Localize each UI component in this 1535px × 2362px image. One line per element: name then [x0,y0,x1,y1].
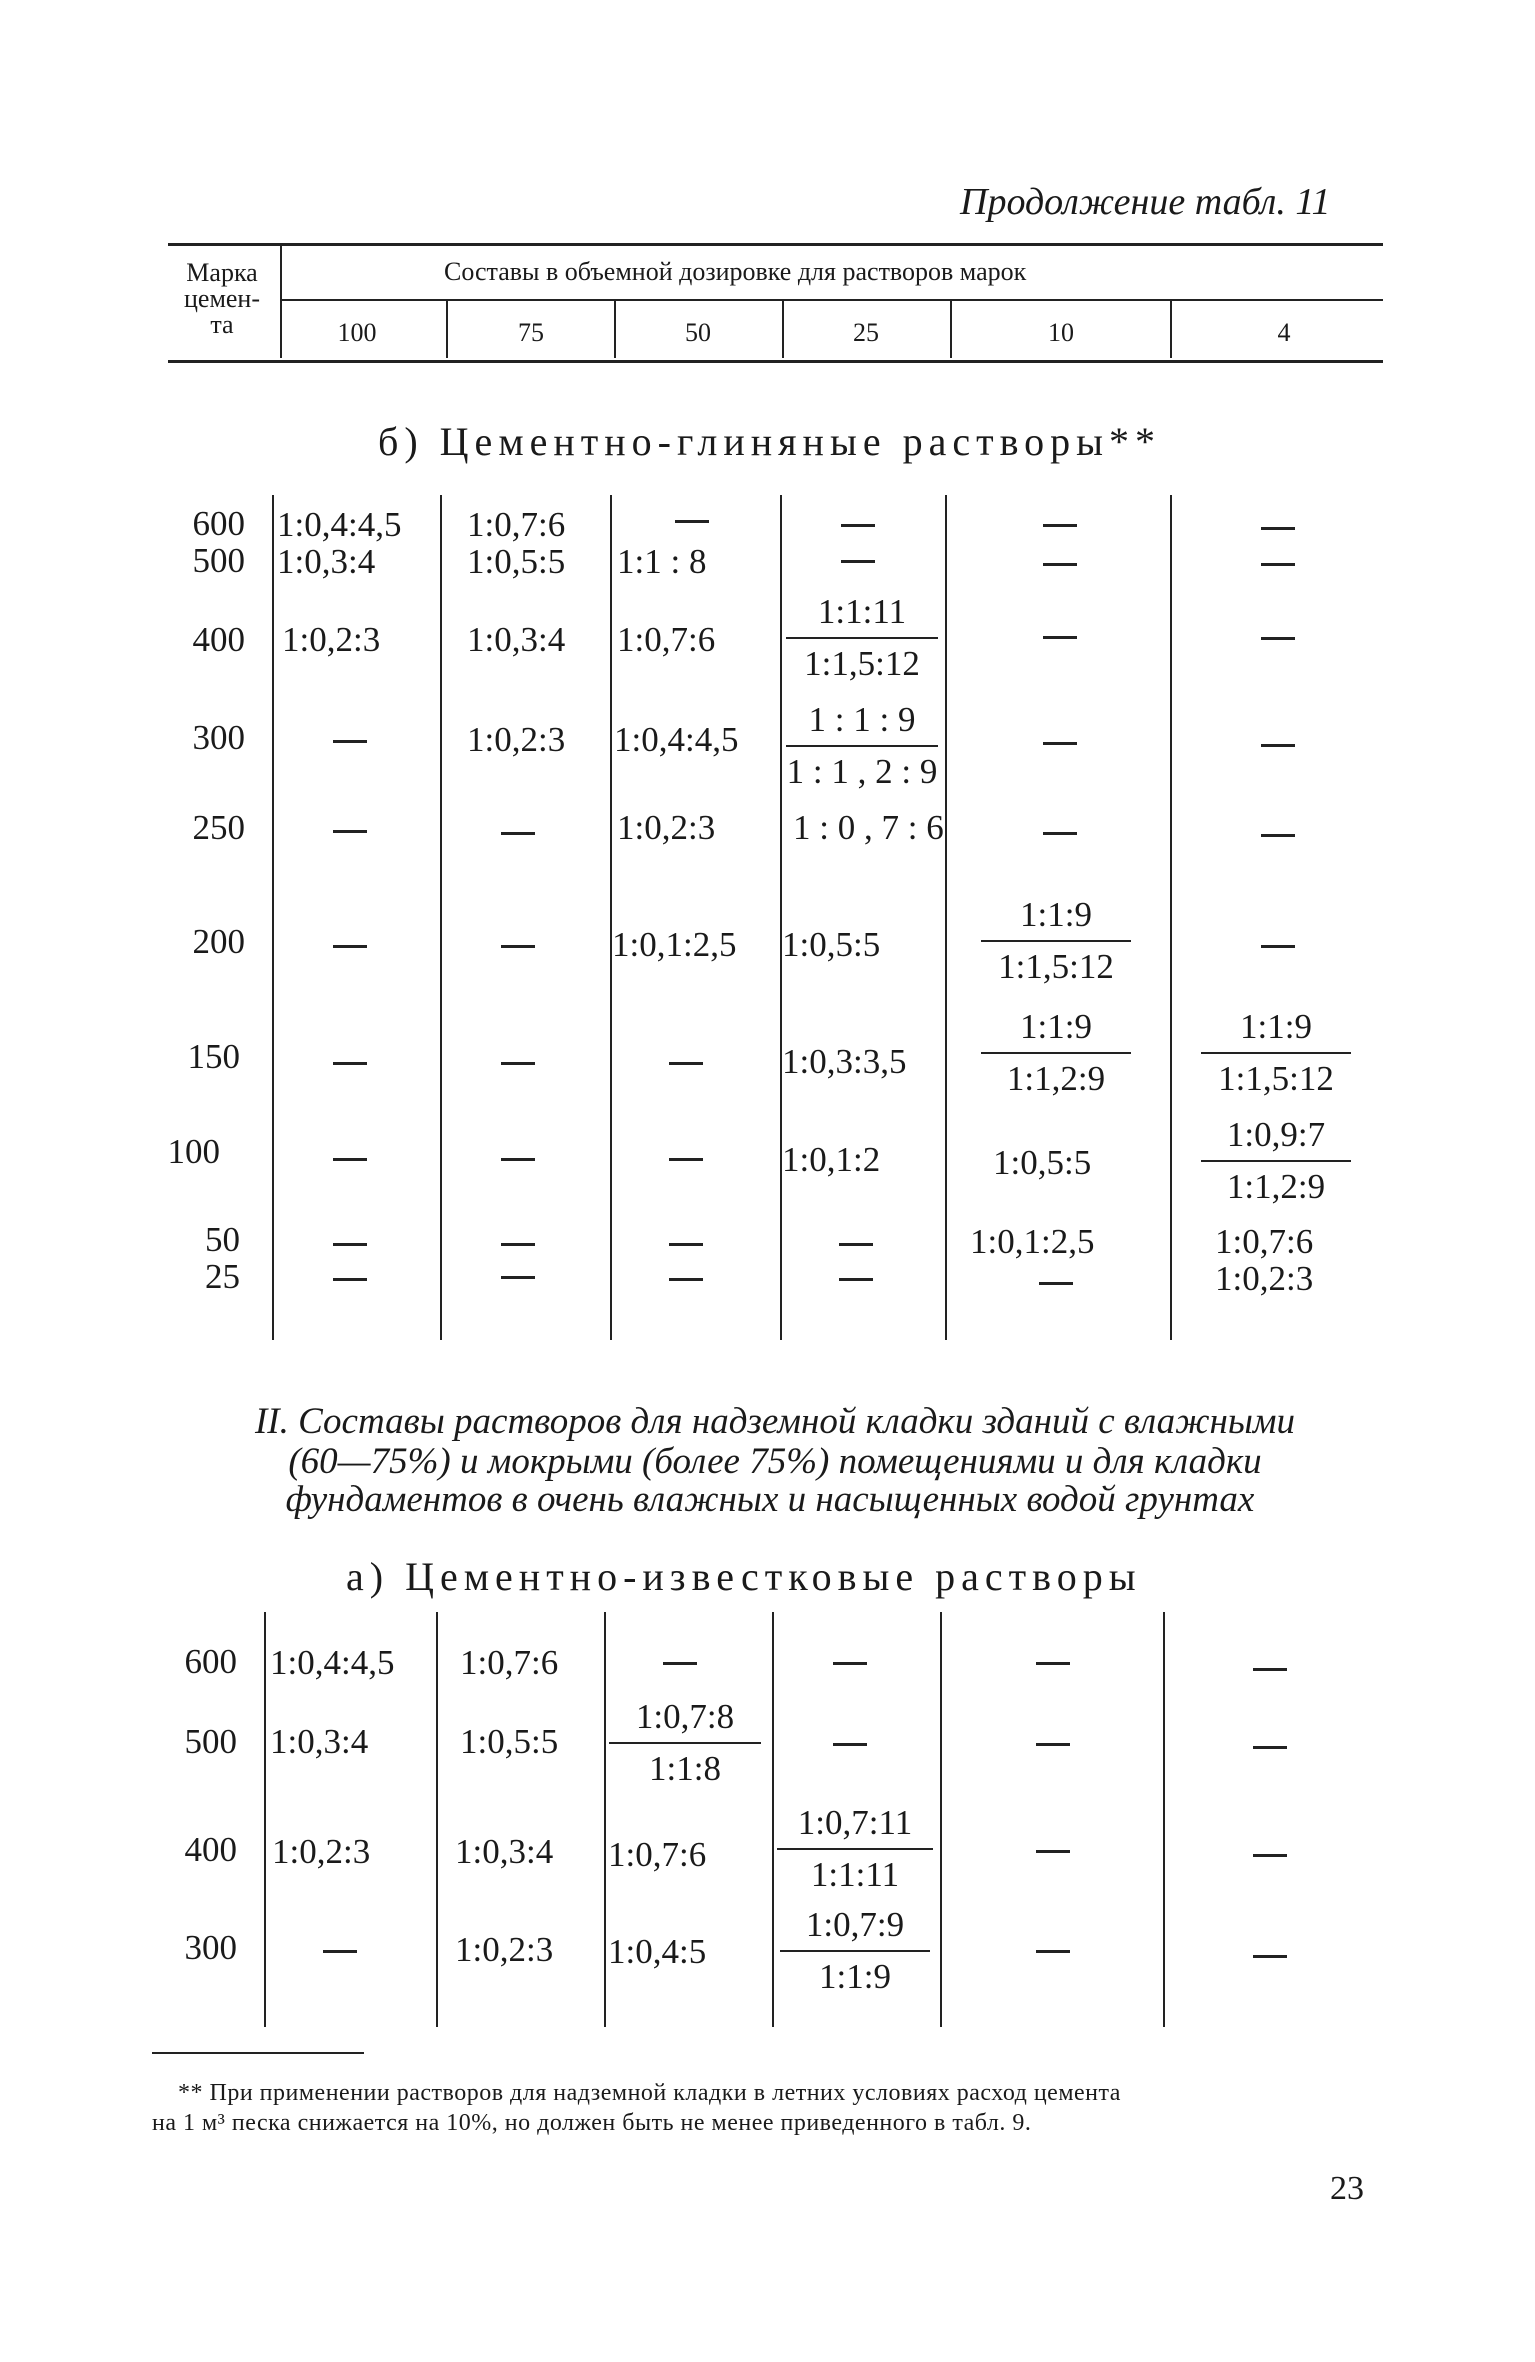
dash-mark [333,1243,367,1246]
fraction-bar [1201,1052,1351,1054]
header-grade-divider [280,245,282,358]
row-grade: 50 [205,1220,240,1259]
compositions-span-header: Составы в объемной дозировке для растворов марок [444,257,1027,286]
fraction-bar [786,637,938,639]
fraction-bar [777,1848,933,1850]
dash-mark [675,520,709,523]
dash-mark [1043,832,1077,835]
row-grade: 150 [187,1037,240,1076]
dash-mark [1253,1746,1287,1749]
section-b-divider [440,495,442,1340]
fraction-cell: 1:1:9 1:1,5:12 [981,895,1131,987]
fraction-bar [786,745,938,747]
col-header-75: 75 [518,318,544,347]
dash-mark [501,1276,535,1279]
col-divider [1170,301,1172,358]
row-grade: 300 [184,1928,237,1967]
col-divider [446,301,448,358]
row-grade: 200 [192,922,245,961]
fraction-bar [981,1052,1131,1054]
dash-mark [333,1278,367,1281]
dash-mark [839,1243,873,1246]
page-number: 23 [1330,2170,1364,2207]
table-cell: 1:0,5:5 [460,1722,559,1761]
fraction-bar [609,1742,761,1744]
dash-mark [1261,563,1295,566]
dash-mark [1261,637,1295,640]
dash-mark [833,1662,867,1665]
dash-mark [669,1062,703,1065]
dash-mark [841,524,875,527]
dash-mark [1261,834,1295,837]
table-cell: 1:0,1:2,5 [970,1222,1095,1261]
dash-mark [333,1158,367,1161]
dash-mark [323,1950,357,1953]
row-grade: 400 [184,1830,237,1869]
dash-mark [1043,742,1077,745]
table-continuation-label: Продолжение табл. 11 [960,181,1331,223]
section-ii-divider [772,1612,774,2027]
col-header-25: 25 [853,318,879,347]
section-ii-divider [940,1612,942,2027]
section-a-title: а) Цементно-известковые растворы [346,1554,1142,1599]
dash-mark [1036,1743,1070,1746]
table-cell: 1:0,4:4,5 [277,505,402,544]
footnote-rule [152,2052,364,2054]
dash-mark [669,1158,703,1161]
col-header-100: 100 [337,318,377,347]
dash-mark [669,1278,703,1281]
section-ii-divider [436,1612,438,2027]
table-cell: 1:0,2:3 [467,720,566,759]
table-cell: 1:0,7:6 [467,505,566,544]
fraction-bar [780,1950,930,1952]
row-grade: 300 [192,718,245,757]
col-header-10: 10 [1048,318,1074,347]
fraction-bar [1201,1160,1351,1162]
table-cell: 1:0,5:5 [467,542,566,581]
dash-mark [669,1243,703,1246]
table-cell: 1:0,2:3 [455,1930,554,1969]
section-ii-title-line: (60—75%) и мокрыми (более 75%) помещениями и для кладки [288,1441,1262,1482]
dash-mark [501,1062,535,1065]
section-b-divider [780,495,782,1340]
dash-mark [1036,1850,1070,1853]
col-divider [782,301,784,358]
section-b-divider [945,495,947,1340]
col-divider [950,301,952,358]
col-header-4: 4 [1277,318,1291,347]
row-grade: 400 [192,620,245,659]
dash-mark [1036,1662,1070,1665]
dash-mark [1039,1282,1073,1285]
row-grade: 25 [205,1257,240,1296]
table-cell: 1:0,4:4,5 [270,1643,395,1682]
table-cell: 1:0,1:2 [782,1140,881,1179]
table-cell: 1:0,2:3 [1215,1259,1314,1298]
header-top-rule [168,243,1383,246]
row-grade: 250 [192,808,245,847]
dash-mark [839,1278,873,1281]
fraction-bar [981,940,1131,942]
dash-mark [333,740,367,743]
table-cell: 1:0,5:5 [993,1143,1092,1182]
dash-mark [1043,563,1077,566]
dash-mark [501,1158,535,1161]
table-cell: 1:0,2:3 [272,1832,371,1871]
section-b-divider [610,495,612,1340]
row-grade: 600 [184,1642,237,1681]
section-ii-title-line: фундаментов в очень влажных и насыщенных водой грунтах [285,1479,1255,1520]
table-cell: 1 : 0 , 7 : 6 [793,808,944,847]
dash-mark [501,1243,535,1246]
row-grade: 500 [192,541,245,580]
dash-mark [1043,524,1077,527]
fraction-cell: 1:1:11 1:1,5:12 [786,592,938,684]
dash-mark [1261,744,1295,747]
section-ii-divider [264,1612,266,2027]
dash-mark [1253,1854,1287,1857]
dash-mark [1253,1955,1287,1958]
fraction-cell: 1:0,7:8 1:1:8 [609,1697,761,1789]
dash-mark [833,1743,867,1746]
row-grade: 500 [184,1722,237,1761]
table-cell: 1:0,3:4 [455,1832,554,1871]
dash-mark [1036,1950,1070,1953]
fraction-cell: 1:1:9 1:1,5:12 [1201,1007,1351,1099]
table-cell: 1:1 : 8 [617,542,707,581]
dash-mark [501,832,535,835]
table-cell: 1:0,4:5 [608,1932,707,1971]
dash-mark [663,1662,697,1665]
dash-mark [333,1062,367,1065]
table-cell: 1:0,3:4 [277,542,376,581]
fraction-cell: 1:0,7:9 1:1:9 [780,1905,930,1997]
dash-mark [333,945,367,948]
dash-mark [841,560,875,563]
grade-column-header: Марка цемен- та [183,258,261,339]
section-ii-title-line: II. Составы растворов для надземной кладки зданий с влажными [254,1401,1296,1442]
dash-mark [333,830,367,833]
table-cell: 1:0,3:3,5 [782,1042,907,1081]
table-cell: 1:0,3:4 [467,620,566,659]
header-bottom-rule [168,360,1383,363]
section-b-divider [1170,495,1172,1340]
table-cell: 1:0,7:6 [1215,1222,1314,1261]
row-grade: 100 [167,1132,220,1171]
table-cell: 1:0,3:4 [270,1722,369,1761]
table-cell: 1:0,7:6 [617,620,716,659]
table-cell: 1:0,1:2,5 [612,925,737,964]
table-cell: 1:0,7:6 [460,1643,559,1682]
dash-mark [1261,945,1295,948]
col-header-50: 50 [685,318,711,347]
table-cell: 1:0,4:4,5 [614,720,739,759]
table-cell: 1:0,2:3 [617,808,716,847]
dash-mark [1253,1668,1287,1671]
table-cell: 1:0,7:6 [608,1835,707,1874]
footnote-line: ** При применении растворов для надземной кладки в летних условиях расход цемента [178,2080,1121,2106]
section-ii-divider [1163,1612,1165,2027]
fraction-cell: 1:1:9 1:1,2:9 [981,1007,1131,1099]
dash-mark [1261,527,1295,530]
row-grade: 600 [192,504,245,543]
dash-mark [501,945,535,948]
table-cell: 1:0,2:3 [282,620,381,659]
section-b-divider [272,495,274,1340]
table-cell: 1:0,5:5 [782,925,881,964]
col-divider [614,301,616,358]
fraction-cell: 1 : 1 : 9 1 : 1 , 2 : 9 [786,700,938,791]
dash-mark [1043,636,1077,639]
fraction-cell: 1:0,7:11 1:1:11 [777,1803,933,1895]
fraction-cell: 1:0,9:7 1:1,2:9 [1201,1115,1351,1207]
footnote-line: на 1 м³ песка снижается на 10%, но должен быть не менее приведенного в табл. 9. [152,2110,1032,2136]
section-b-title: б) Цементно-глиняные растворы** [378,419,1162,464]
section-ii-divider [604,1612,606,2027]
